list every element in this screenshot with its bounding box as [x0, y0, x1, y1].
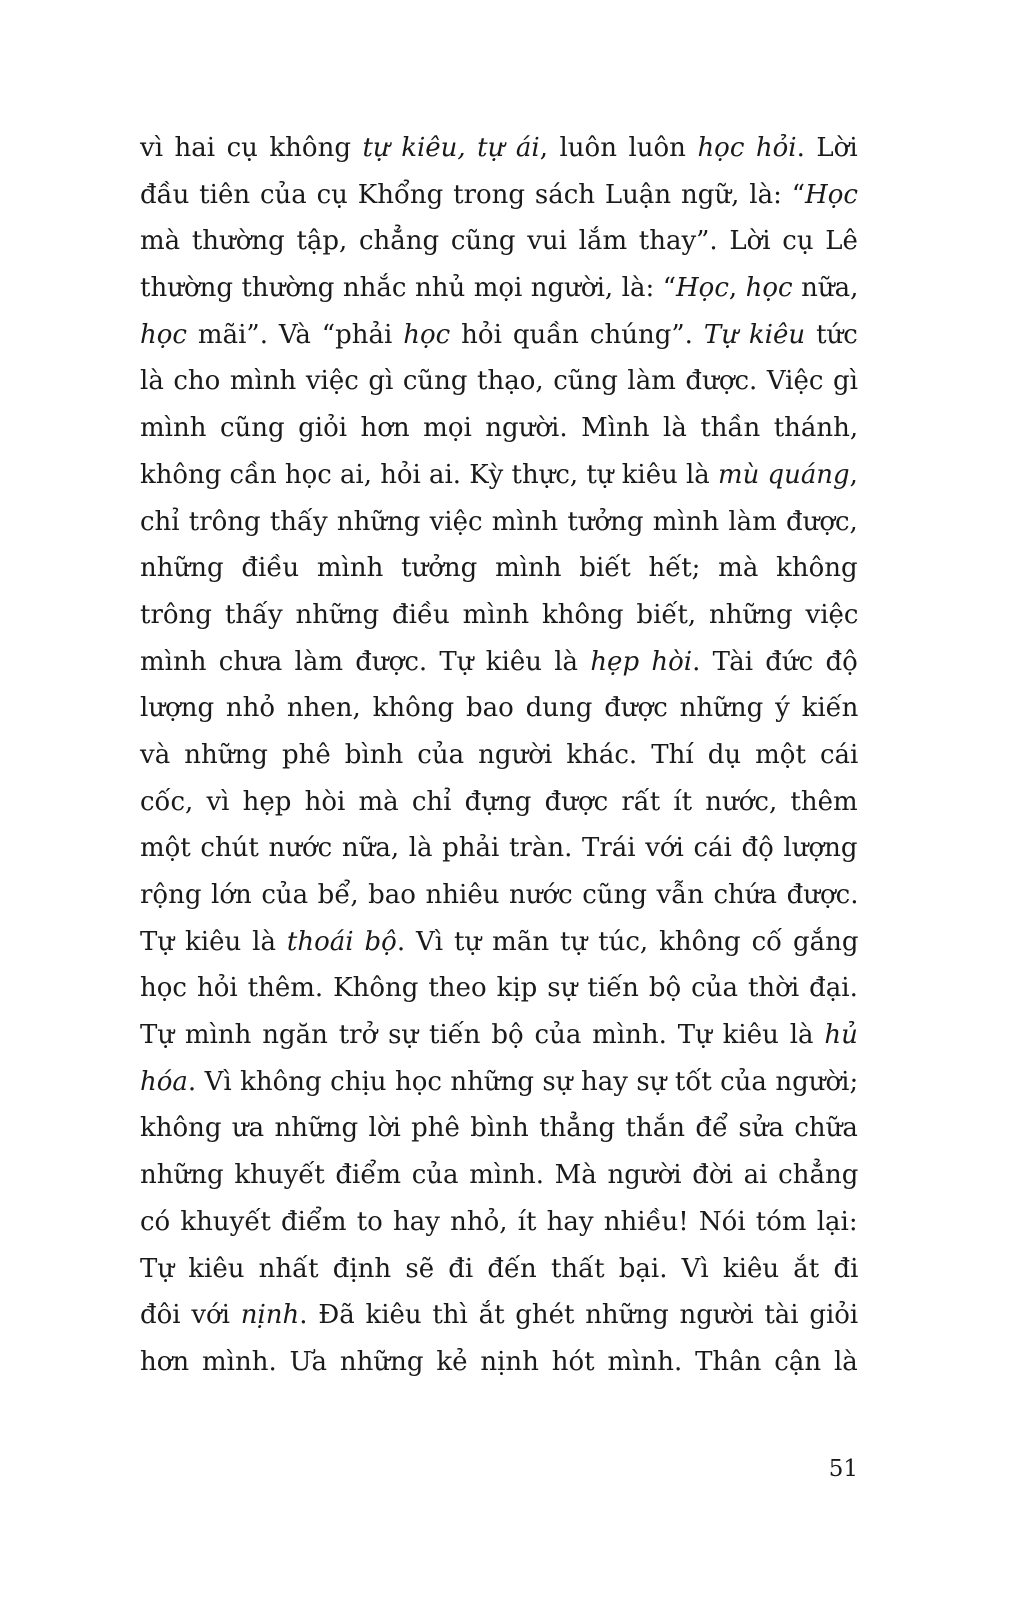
- text-line: [140, 1246, 858, 1293]
- text-segment: chỉ trông thấy những việc mình tưởng mình làm được,: [140, 506, 858, 537]
- italic-text: Tự kiêu: [703, 319, 806, 350]
- text-segment: là cho mình việc gì cũng thạo, cũng làm được. Việc gì: [140, 366, 858, 397]
- text-segment: một chút nước nữa, là phải tràn. Trái với cái độ lượng: [140, 833, 858, 864]
- text-segment: ,: [728, 273, 746, 304]
- text-segment: mãi”. Và “phải: [186, 319, 404, 350]
- italic-text: học: [745, 273, 793, 304]
- text-segment: và những phê bình của người khác. Thí dụ một cái: [140, 739, 859, 770]
- text-segment: . Vì tự mãn tự túc, không cố gắng: [396, 926, 859, 957]
- italic-text: nịnh: [240, 1300, 300, 1331]
- text-line: [140, 1292, 858, 1339]
- text-segment: mình cũng giỏi hơn mọi người. Mình là thần thánh,: [140, 413, 859, 444]
- text-line: [140, 312, 858, 359]
- text-segment: , luôn luôn: [539, 133, 698, 163]
- text-segment: vì hai cụ không: [140, 133, 363, 163]
- text-line: [140, 218, 858, 265]
- text-line: [140, 545, 858, 592]
- italic-text: học hỏi: [697, 133, 797, 163]
- text-segment: thường thường nhắc nhủ mọi người, là: “: [140, 273, 676, 304]
- text-line: [140, 919, 858, 966]
- text-line: [140, 872, 858, 919]
- text-segment: học hỏi thêm. Không theo kịp sự tiến bộ của thời đại.: [140, 973, 858, 1004]
- italic-text: học: [403, 319, 451, 350]
- text-line: [140, 405, 858, 452]
- text-segment: hỏi quần chúng”.: [450, 319, 704, 350]
- text-segment: Tự kiêu nhất định sẽ đi đến thất bại. Vì kiêu ắt đi: [140, 1253, 859, 1284]
- text-segment: . Tài đức độ: [692, 646, 858, 677]
- text-segment: không ưa những lời phê bình thẳng thắn để sửa chữa: [140, 1113, 858, 1144]
- text-segment: Tự kiêu là: [140, 926, 287, 957]
- body-text: [140, 125, 858, 1386]
- text-line: [140, 125, 858, 172]
- text-line: [140, 499, 858, 546]
- text-segment: . Vì không chịu học những sự hay sự tốt của người;: [187, 1066, 859, 1097]
- text-line: [140, 452, 858, 499]
- text-segment: ,: [849, 459, 858, 490]
- text-segment: đôi với: [140, 1300, 241, 1331]
- text-segment: đầu tiên của cụ Khổng trong sách Luận ngữ, là: “: [140, 179, 806, 210]
- text-line: [140, 732, 858, 779]
- text-segment: hơn mình. Ưa những kẻ nịnh hót mình. Thân cận là: [140, 1346, 858, 1377]
- text-segment: tức: [805, 319, 858, 350]
- text-line: [140, 592, 858, 639]
- italic-text: hóa: [140, 1066, 188, 1097]
- text-line: [140, 965, 858, 1012]
- text-line: [140, 639, 858, 686]
- text-line: [140, 1339, 858, 1386]
- text-line: [140, 1105, 858, 1152]
- text-segment: . Lời: [796, 133, 858, 163]
- text-line: [140, 265, 858, 312]
- italic-text: mù quáng: [718, 459, 850, 490]
- text-line: [140, 825, 858, 872]
- italic-text: tự kiêu, tự ái: [362, 133, 540, 163]
- text-line: [140, 358, 858, 405]
- text-segment: Tự mình ngăn trở sự tiến bộ của mình. Tự kiêu là: [140, 1020, 825, 1051]
- text-segment: rộng lớn của bể, bao nhiêu nước cũng vẫn chứa được.: [140, 880, 859, 910]
- italic-text: hẹp hòi: [590, 646, 693, 677]
- italic-text: thoái bộ: [286, 926, 397, 957]
- text-segment: những điều mình tưởng mình biết hết; mà không: [140, 553, 858, 584]
- text-line: [140, 1199, 858, 1246]
- italic-text: Học: [805, 179, 858, 210]
- text-segment: có khuyết điểm to hay nhỏ, ít hay nhiều! Nói tóm lại:: [140, 1206, 858, 1237]
- text-line: [140, 1059, 858, 1106]
- text-segment: những khuyết điểm của mình. Mà người đời ai chẳng: [140, 1160, 859, 1191]
- text-segment: nữa,: [792, 273, 859, 304]
- text-segment: lượng nhỏ nhen, không bao dung được những ý kiến: [140, 693, 859, 724]
- text-segment: cốc, vì hẹp hòi mà chỉ đựng được rất ít nước, thêm: [140, 786, 858, 817]
- text-line: [140, 1152, 858, 1199]
- italic-text: hủ: [824, 1020, 858, 1051]
- text-segment: mà thường tập, chẳng cũng vui lắm thay”. Lời cụ Lê: [140, 226, 858, 257]
- page-number: 51: [828, 1456, 858, 1482]
- text-segment: mình chưa làm được. Tự kiêu là: [140, 646, 591, 677]
- text-line: [140, 172, 858, 219]
- text-segment: không cần học ai, hỏi ai. Kỳ thực, tự kiêu là: [140, 459, 719, 490]
- italic-text: Học: [676, 273, 729, 304]
- text-line: [140, 779, 858, 826]
- text-segment: trông thấy những điều mình không biết, những việc: [140, 599, 859, 630]
- text-segment: . Đã kiêu thì ắt ghét những người tài giỏi: [299, 1300, 859, 1331]
- italic-text: học: [140, 319, 187, 350]
- text-line: [140, 685, 858, 732]
- text-line: [140, 1012, 858, 1059]
